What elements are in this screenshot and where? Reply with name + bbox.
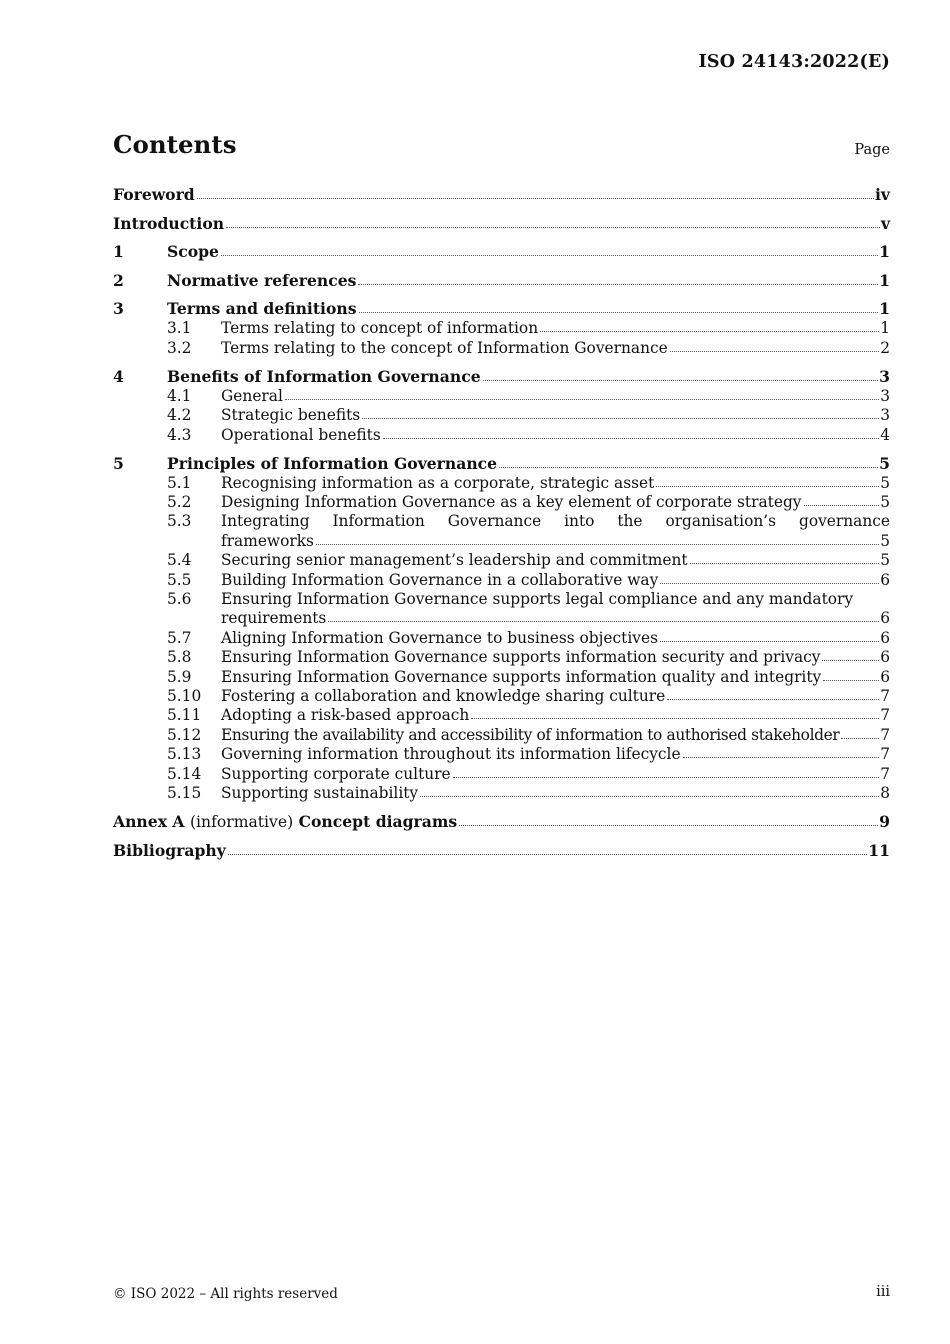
toc-entry-3-2[interactable] bbox=[113, 339, 890, 358]
toc-page-number: 6 bbox=[880, 628, 890, 647]
toc-entry-5-4[interactable] bbox=[113, 551, 890, 570]
toc-title: Benefits of Information Governance bbox=[167, 366, 481, 386]
toc-entry-5-9[interactable] bbox=[113, 668, 890, 687]
toc-title: Foreword bbox=[113, 185, 195, 204]
toc-subclause-number: 3.2 bbox=[167, 338, 192, 357]
toc-clause-number: 5 bbox=[113, 453, 124, 473]
toc-subclause-number: 5.1 bbox=[167, 473, 192, 492]
toc-entry-5-1[interactable] bbox=[113, 474, 890, 493]
toc-page-number: 5 bbox=[880, 473, 890, 492]
toc-page-number: iv bbox=[875, 185, 890, 204]
toc-entry-4-1[interactable] bbox=[113, 387, 890, 406]
toc-page-number: 6 bbox=[880, 648, 890, 667]
toc-entry-5-12[interactable] bbox=[113, 726, 890, 745]
toc-entry-4-3[interactable] bbox=[113, 426, 890, 445]
toc-title: Ensuring the availability and accessibility of information to authorised stakeholder bbox=[221, 725, 840, 744]
toc-page-number: 9 bbox=[879, 812, 890, 832]
toc-page-number: 1 bbox=[879, 270, 890, 290]
dot-leader bbox=[453, 776, 880, 778]
dot-leader bbox=[221, 254, 878, 256]
toc-page-number: 6 bbox=[880, 609, 890, 628]
toc-subclause-number: 5.13 bbox=[167, 745, 202, 764]
toc-title: Scope bbox=[167, 242, 219, 262]
toc-entry-benefits[interactable] bbox=[113, 367, 890, 387]
dot-leader bbox=[226, 226, 880, 228]
toc-subclause-number: 5.6 bbox=[167, 590, 192, 609]
dot-leader bbox=[197, 197, 874, 199]
toc-title: Ensuring Information Governance supports information security and privacy bbox=[221, 648, 821, 667]
toc-page-number: 1 bbox=[879, 299, 890, 319]
toc-title-line-1: Integrating Information Governance into the organisation’s governance bbox=[221, 512, 890, 531]
dot-leader bbox=[822, 659, 879, 661]
toc-title-line-1: Ensuring Information Governance supports legal compliance and any mandatory bbox=[221, 590, 854, 609]
toc-page-number: 5 bbox=[880, 551, 890, 570]
dot-leader bbox=[667, 698, 879, 700]
toc-entry-annex-a[interactable] bbox=[113, 812, 890, 832]
toc-entry-5-11[interactable] bbox=[113, 706, 890, 725]
toc-title: Introduction bbox=[113, 213, 225, 233]
toc-title: Terms relating to the concept of Information Governance bbox=[221, 338, 668, 357]
toc-page-number: 3 bbox=[880, 386, 890, 405]
contents-title: Contents bbox=[113, 130, 237, 159]
dot-leader bbox=[499, 466, 878, 468]
toc-title: Ensuring Information Governance supports information quality and integrity bbox=[221, 667, 822, 686]
dot-leader bbox=[316, 543, 879, 545]
toc-page-number: 1 bbox=[879, 242, 890, 262]
dot-leader bbox=[362, 417, 879, 419]
dot-leader bbox=[383, 437, 879, 439]
toc-subclause-number: 5.11 bbox=[167, 706, 202, 725]
toc-page-number: 5 bbox=[880, 531, 890, 550]
annex-title: Concept diagrams bbox=[298, 812, 458, 832]
toc-subclause-number: 4.2 bbox=[167, 406, 192, 425]
table-of-contents bbox=[113, 185, 890, 861]
toc-entry-5-2[interactable] bbox=[113, 493, 890, 512]
toc-title: Bibliography bbox=[113, 840, 226, 860]
toc-page-number: 6 bbox=[880, 667, 890, 686]
dot-leader bbox=[328, 620, 879, 622]
dot-leader bbox=[656, 485, 879, 487]
toc-entry-5-8[interactable] bbox=[113, 648, 890, 667]
toc-subclause-number: 5.3 bbox=[167, 512, 192, 531]
toc-subclause-number: 5.10 bbox=[167, 687, 202, 706]
toc-page-number: 3 bbox=[880, 406, 890, 425]
toc-subclause-number: 4.3 bbox=[167, 425, 192, 444]
toc-title: Securing senior management’s leadership and commitment bbox=[221, 551, 688, 570]
toc-title: Recognising information as a corporate, strategic asset bbox=[221, 473, 655, 492]
toc-subclause-number: 3.1 bbox=[167, 319, 192, 338]
toc-title: Designing Information Governance as a key element of corporate strategy bbox=[221, 493, 802, 511]
toc-entry-introduction[interactable] bbox=[113, 214, 890, 234]
toc-page-number: 3 bbox=[879, 366, 890, 386]
toc-title: Normative references bbox=[167, 270, 357, 290]
toc-subclause-number: 5.2 bbox=[167, 493, 192, 511]
toc-subclause-number: 5.4 bbox=[167, 551, 192, 570]
toc-title-line-2: frameworks bbox=[221, 531, 314, 550]
annex-label: Annex A bbox=[113, 812, 185, 832]
toc-title: Principles of Information Governance bbox=[167, 453, 498, 473]
toc-entry-5-3[interactable] bbox=[113, 512, 890, 551]
toc-entry-foreword[interactable] bbox=[113, 185, 890, 205]
toc-entry-bibliography[interactable] bbox=[113, 841, 890, 861]
toc-title: Supporting corporate culture bbox=[221, 764, 451, 783]
dot-leader bbox=[471, 717, 879, 719]
toc-entry-5-6[interactable] bbox=[113, 590, 890, 629]
dot-leader bbox=[483, 379, 879, 381]
document-id: ISO 24143:2022(E) bbox=[698, 52, 890, 72]
toc-page-number: 7 bbox=[880, 725, 890, 744]
page-column-heading: Page bbox=[854, 142, 890, 158]
dot-leader bbox=[540, 330, 879, 332]
toc-entry-terms-and-definitions[interactable] bbox=[113, 299, 890, 319]
toc-entry-5-13[interactable] bbox=[113, 745, 890, 764]
toc-clause-number: 1 bbox=[113, 242, 124, 262]
toc-page-number: 7 bbox=[880, 745, 890, 764]
toc-entry-4-2[interactable] bbox=[113, 406, 890, 425]
toc-entry-5-7[interactable] bbox=[113, 629, 890, 648]
toc-title: Strategic benefits bbox=[221, 406, 361, 425]
toc-page-number: 7 bbox=[880, 764, 890, 783]
dot-leader bbox=[690, 562, 880, 564]
toc-title: Terms relating to concept of information bbox=[221, 319, 539, 338]
dot-leader bbox=[683, 756, 880, 758]
toc-entry-normative-references[interactable] bbox=[113, 271, 890, 291]
toc-entry-3-1[interactable] bbox=[113, 319, 890, 338]
toc-subclause-number: 5.5 bbox=[167, 570, 192, 589]
dot-leader bbox=[660, 582, 879, 584]
toc-clause-number: 3 bbox=[113, 299, 124, 319]
dot-leader bbox=[359, 311, 879, 313]
toc-page-number: 1 bbox=[880, 319, 890, 338]
dot-leader bbox=[358, 283, 878, 285]
toc-page-number: 4 bbox=[880, 425, 890, 444]
toc-title: Adopting a risk-based approach bbox=[221, 706, 470, 725]
toc-title bbox=[113, 812, 457, 832]
dot-leader bbox=[823, 679, 879, 681]
toc-entry-principles[interactable] bbox=[113, 454, 890, 474]
copyright-notice: © ISO 2022 – All rights reserved bbox=[113, 1286, 338, 1302]
dot-leader bbox=[670, 350, 879, 352]
toc-page-number: 5 bbox=[880, 493, 890, 511]
toc-subclause-number: 5.7 bbox=[167, 628, 192, 647]
toc-title: General bbox=[221, 386, 283, 405]
toc-subclause-number: 5.9 bbox=[167, 667, 192, 686]
toc-page-number: 2 bbox=[880, 338, 890, 357]
toc-entry-5-5[interactable] bbox=[113, 571, 890, 590]
toc-subclause-number: 5.14 bbox=[167, 764, 202, 783]
toc-subclause-number: 4.1 bbox=[167, 386, 192, 405]
dot-leader bbox=[420, 795, 879, 797]
toc-page-number: 7 bbox=[880, 706, 890, 725]
toc-entry-scope[interactable] bbox=[113, 242, 890, 262]
toc-page-number: 8 bbox=[880, 784, 890, 803]
toc-subclause-number: 5.8 bbox=[167, 648, 192, 667]
toc-subclause-number: 5.15 bbox=[167, 784, 202, 803]
toc-title: Fostering a collaboration and knowledge sharing culture bbox=[221, 687, 666, 706]
toc-entry-5-10[interactable] bbox=[113, 687, 890, 706]
toc-title: Aligning Information Governance to business objectives bbox=[221, 628, 658, 647]
dot-leader bbox=[285, 398, 879, 400]
toc-title: Supporting sustainability bbox=[221, 784, 419, 803]
toc-entry-5-14[interactable] bbox=[113, 765, 890, 784]
toc-subclause-number: 5.12 bbox=[167, 725, 202, 744]
toc-title: Operational benefits bbox=[221, 425, 381, 444]
toc-title: Governing information throughout its information lifecycle bbox=[221, 745, 681, 764]
annex-type: (informative) bbox=[189, 813, 294, 832]
dot-leader bbox=[459, 824, 878, 826]
dot-leader bbox=[228, 853, 868, 855]
toc-clause-number: 2 bbox=[113, 270, 124, 290]
dot-leader bbox=[660, 640, 879, 642]
toc-page-number: 7 bbox=[880, 687, 890, 706]
toc-entry-5-15[interactable] bbox=[113, 784, 890, 803]
dot-leader bbox=[804, 504, 880, 506]
toc-title: Terms and definitions bbox=[167, 299, 357, 319]
toc-title: Building Information Governance in a collaborative way bbox=[221, 570, 659, 589]
toc-title-line-2: requirements bbox=[221, 609, 327, 628]
toc-page-number: 6 bbox=[880, 570, 890, 589]
toc-page-number: v bbox=[880, 213, 890, 233]
toc-page-number: 11 bbox=[868, 840, 890, 860]
dot-leader bbox=[841, 737, 879, 739]
toc-page-number: 5 bbox=[879, 453, 890, 473]
page-number: iii bbox=[876, 1284, 890, 1300]
toc-clause-number: 4 bbox=[113, 366, 124, 386]
